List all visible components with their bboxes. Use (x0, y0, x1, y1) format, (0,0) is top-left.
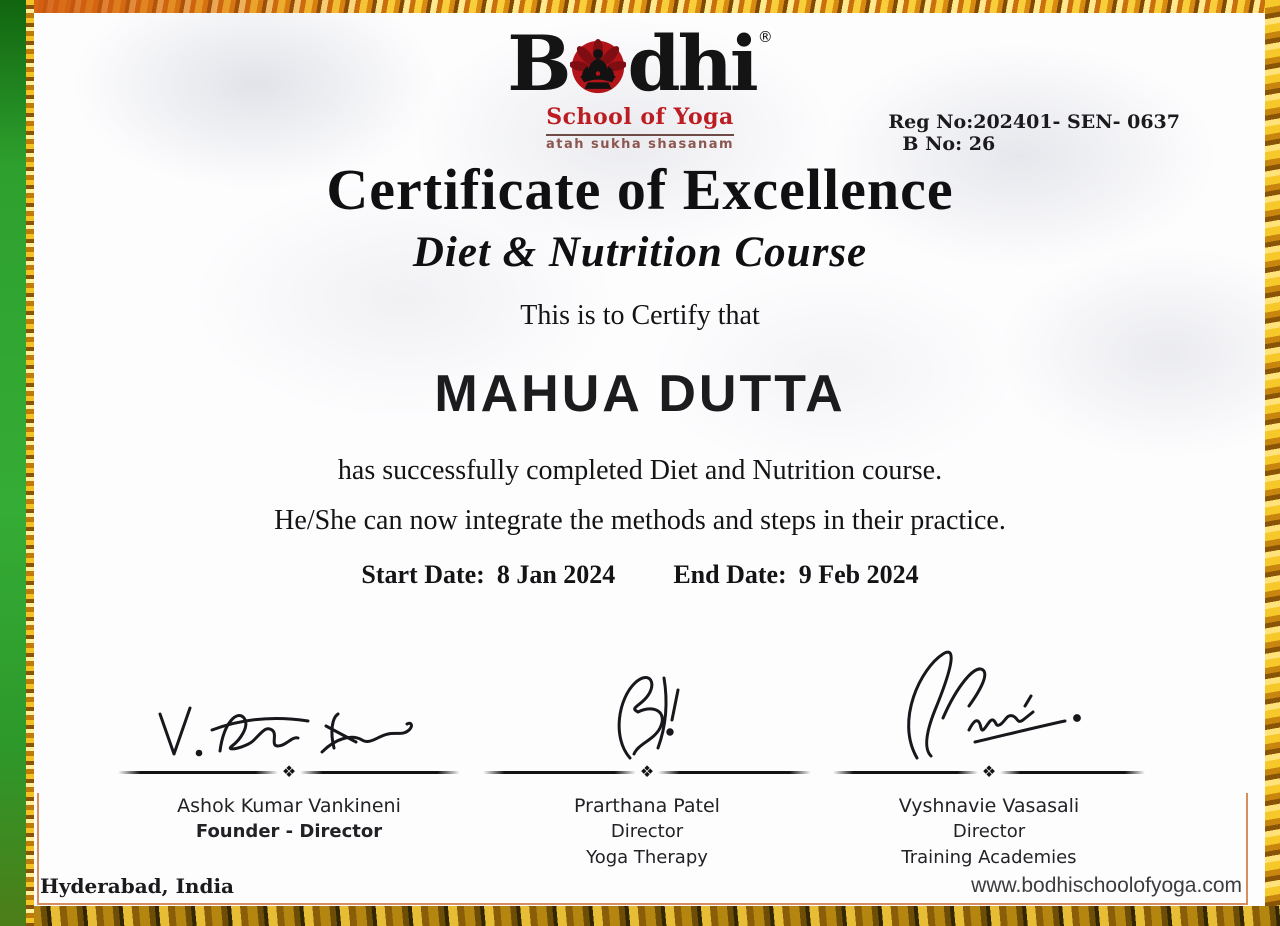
signatory-director-yoga (483, 642, 811, 871)
certify-line: This is to Certify that (520, 300, 760, 331)
signatory-department: Yoga Therapy (586, 847, 708, 868)
brand-wordmark (507, 19, 773, 108)
registration-block (888, 112, 1180, 156)
course-dates (0, 560, 1280, 590)
diamond-ornament-icon: ❖ (981, 762, 997, 781)
school-name: School of Yoga (546, 104, 734, 130)
signatory-role: Director (610, 821, 684, 842)
brand-letters-dhi: dhi (627, 19, 756, 108)
signatory-founder (118, 642, 460, 845)
signature-divider (118, 764, 460, 780)
website-url: www.bodhischoolofyoga.com (971, 874, 1242, 897)
body-line-2: He/She can now integrate the methods and steps in their practice. (274, 505, 1006, 536)
signatory-name: Vyshnavie Vasasali (898, 795, 1080, 817)
signatory-department: Training Academies (901, 847, 1077, 868)
divider-line (483, 771, 636, 774)
end-date (673, 560, 918, 590)
signature-divider (483, 764, 811, 780)
school-tagline: atah sukha shasanam (546, 134, 734, 152)
certificate-title: Certificate of Excellence (326, 157, 954, 222)
divider-line (300, 771, 460, 774)
divider-line (118, 771, 278, 774)
end-date-value: 9 Feb 2024 (798, 560, 919, 589)
signature-vyshnavie-icon (889, 646, 1089, 764)
signature-vyshnavie (833, 642, 1145, 764)
body-line-1: has successfully completed Diet and Nutrition course. (337, 455, 943, 486)
meditating-buddha-icon (570, 39, 626, 95)
divider-line (833, 771, 978, 774)
start-date-value: 8 Jan 2024 (496, 560, 616, 589)
recipient-name: MAHUA DUTTA (434, 365, 846, 423)
diamond-ornament-icon: ❖ (281, 762, 297, 781)
registration-number: Reg No:202401- SEN- 0637 (888, 111, 1180, 133)
signatory-name: Ashok Kumar Vankineni (177, 795, 401, 817)
signatory-name: Prarthana Patel (574, 795, 720, 817)
signature-divider (833, 764, 1145, 780)
location-text: Hyderabad, India (40, 874, 235, 898)
certificate-body (0, 446, 1280, 546)
divider-line (1000, 771, 1145, 774)
registered-trademark-icon: ® (757, 28, 773, 46)
course-name: Diet & Nutrition Course (412, 229, 868, 276)
divider-line (658, 771, 811, 774)
signature-prarthana (483, 642, 811, 764)
signatory-role: Founder - Director (195, 821, 383, 842)
signature-ashok-icon (154, 696, 424, 764)
start-date-label: Start Date: (361, 560, 485, 589)
diamond-ornament-icon: ❖ (639, 762, 655, 781)
end-date-label: End Date: (673, 560, 787, 589)
signature-ashok (118, 642, 460, 764)
signature-prarthana-icon (602, 668, 692, 764)
batch-number: B No: 26 (902, 132, 996, 155)
signatory-director-training (833, 642, 1145, 871)
start-date (361, 560, 615, 590)
brand-letter-b: B (507, 19, 569, 108)
signatory-role: Director (952, 821, 1026, 842)
